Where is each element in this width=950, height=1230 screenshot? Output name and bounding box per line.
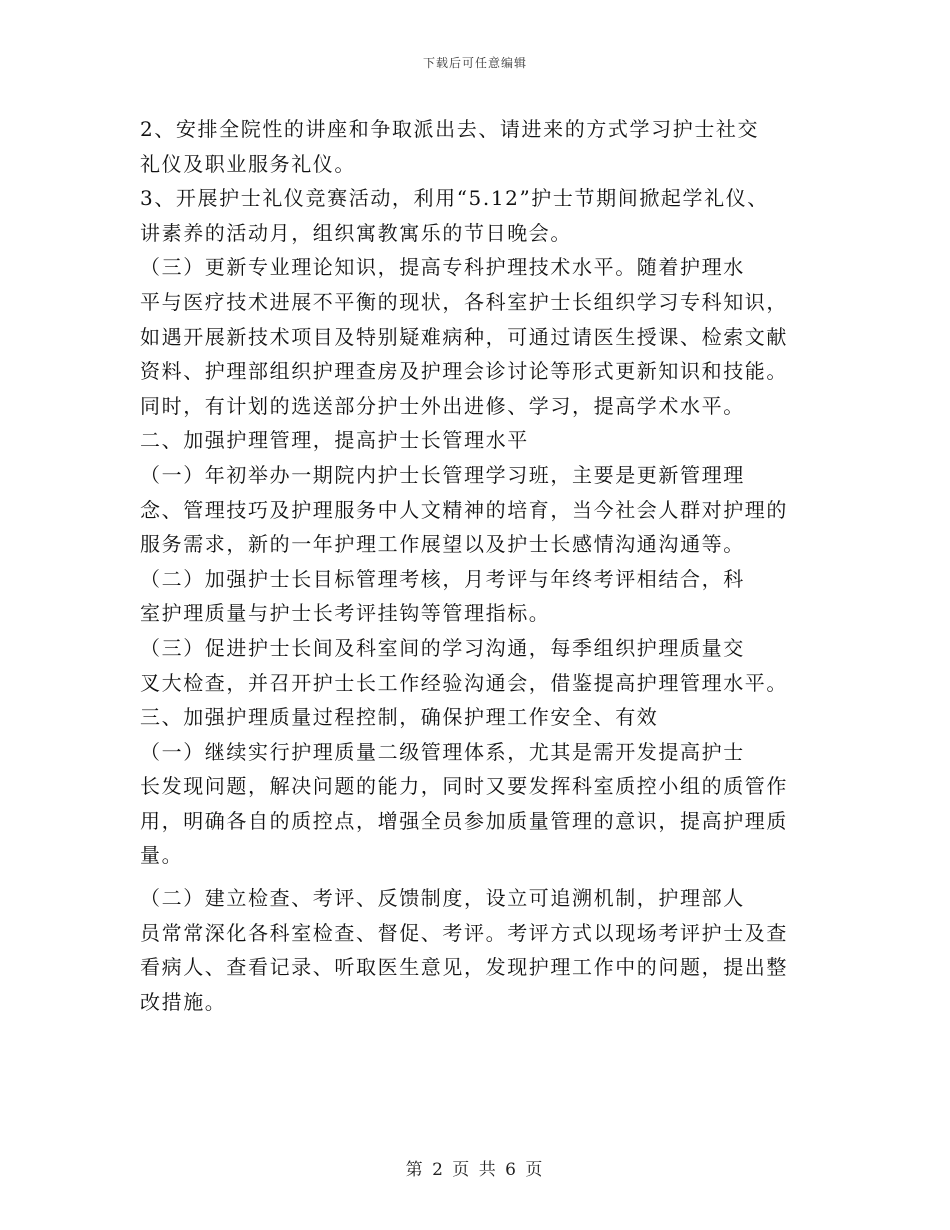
section-heading: 三、加强护理质量过程控制，确保护理工作安全、有效 xyxy=(140,705,659,730)
page-footer: 第 2 页 共 6 页 xyxy=(405,1160,545,1180)
text-line: 改措施。 xyxy=(140,989,227,1014)
text-line: 同时，有计划的选送部分护士外出进修、学习，提高学术水平。 xyxy=(140,393,745,418)
text-line: 叉大检查，并召开护士长工作经验沟通会，借鉴提高护理管理水平。 xyxy=(140,670,788,695)
text-line: 用，明确各自的质控点，增强全员参加质量管理的意识，提高护理质 xyxy=(140,808,788,833)
text-line: 服务需求，新的一年护理工作展望以及护士长感情沟通沟通等。 xyxy=(140,532,745,557)
document-body xyxy=(140,112,815,1019)
text-line: 如遇开展新技术项目及特别疑难病种，可通过请医生授课、检索文献 xyxy=(140,324,788,349)
text-line: 看病人、查看记录、听取医生意见，发现护理工作中的问题，提出整 xyxy=(140,955,788,980)
text-line: 量。 xyxy=(140,843,184,868)
text-line: 3、开展护士礼仪竞赛活动，利用“5.12”护士节期间掀起学礼仪、 xyxy=(140,186,769,211)
text-line: 2、安排全院性的讲座和争取派出去、请进来的方式学习护士社交 xyxy=(140,117,760,141)
text-line: 讲素养的活动月，组织寓教寓乐的节日晚会。 xyxy=(140,220,572,245)
text-line: （二）建立检查、考评、反馈制度，设立可追溯机制，护理部人 xyxy=(140,886,745,911)
text-line: 室护理质量与护士长考评挂钩等管理指标。 xyxy=(140,601,551,626)
text-line: 资料、护理部组织护理查房及护理会诊讨论等形式更新知识和技能。 xyxy=(140,359,788,384)
text-line: 长发现问题，解决问题的能力，同时又要发挥科室质控小组的质管作 xyxy=(140,774,788,799)
text-line: 平与医疗技术进展不平衡的现状，各科室护士长组织学习专科知识， xyxy=(140,289,788,314)
text-line: （一）年初举办一期院内护士长管理学习班，主要是更新管理理 xyxy=(140,462,745,487)
text-line: （一）继续实行护理质量二级管理体系，尤其是需开发提高护士 xyxy=(140,739,745,764)
text-line: 念、管理技巧及护理服务中人文精神的培育，当今社会人群对护理的 xyxy=(140,497,788,522)
text-line: 员常常深化各科室检查、督促、考评。考评方式以现场考评护士及查 xyxy=(140,920,788,945)
text-line: （三）更新专业理论知识，提高专科护理技术水平。随着护理水 xyxy=(140,255,745,280)
text-line: （三）促进护士长间及科室间的学习沟通，每季组织护理质量交 xyxy=(140,635,745,660)
text-line: 礼仪及职业服务礼仪。 xyxy=(140,151,356,176)
text-line: （二）加强护士长目标管理考核，月考评与年终考评相结合，科 xyxy=(140,566,745,591)
page-header: 下载后可任意编辑 xyxy=(422,56,527,70)
section-heading: 二、加强护理管理，提高护士长管理水平 xyxy=(140,428,529,453)
